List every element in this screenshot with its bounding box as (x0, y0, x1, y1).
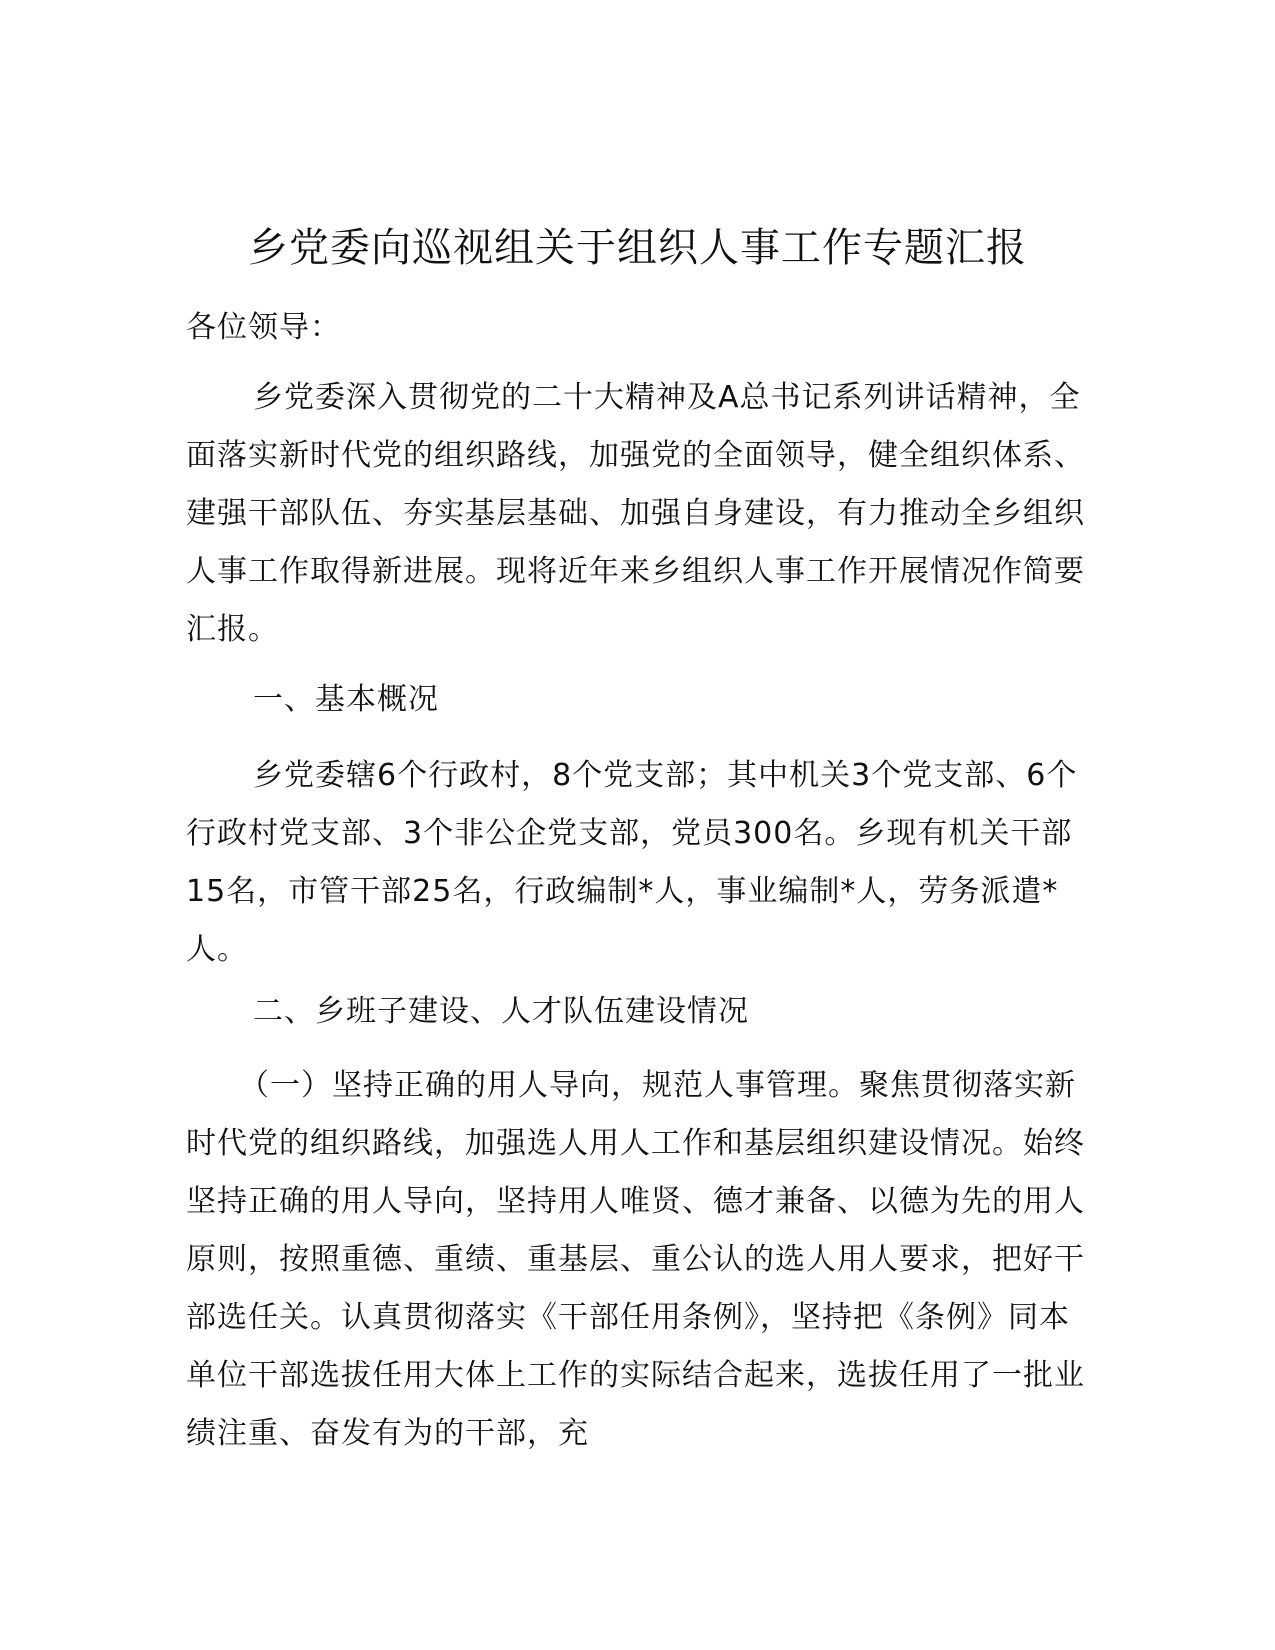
document-title: 乡党委向巡视组关于组织人事工作专题汇报 (248, 225, 1027, 271)
section-heading-team-building: 二、乡班子建设、人才队伍建设情况 (253, 994, 749, 1029)
section-heading-basic-overview: 一、基本概况 (253, 682, 439, 717)
paragraph-basic-overview: 乡党委辖6个行政村，8个党支部；其中机关3个党支部、6个行政村党支部、3个非公企党支部，党员300名。乡现有机关干部15名，市管干部25名，行政编制*人，事业编制*人，劳务派遣*人。 (186, 758, 1078, 967)
paragraph-personnel-management: （一）坚持正确的用人导向，规范人事管理。聚焦贯彻落实新时代党的组织路线，加强选人用人工作和基层组织建设情况。始终坚持正确的用人导向，坚持用人唯贤、德才兼备、以德为先的用人原则，按照重德、重绩、重基层、重公认的选人用人要求，把好干部选任关。认真贯彻落实《干部任用条例》，坚持把《条例》同本单位干部选拔任用大体上工作的实际结合起来，选拔任用了一批业绩注重、奋发有为的干部，充 (186, 1068, 1085, 1451)
paragraph-intro: 乡党委深入贯彻党的二十大精神及A总书记系列讲话精神，全面落实新时代党的组织路线，加强党的全面领导，健全组织体系、建强干部队伍、夯实基层基础、加强自身建设，有力推动全乡组织人事工作取得新进展。现将近年来乡组织人事工作开展情况作简要汇报。 (186, 380, 1085, 647)
salutation: 各位领导： (186, 310, 341, 345)
